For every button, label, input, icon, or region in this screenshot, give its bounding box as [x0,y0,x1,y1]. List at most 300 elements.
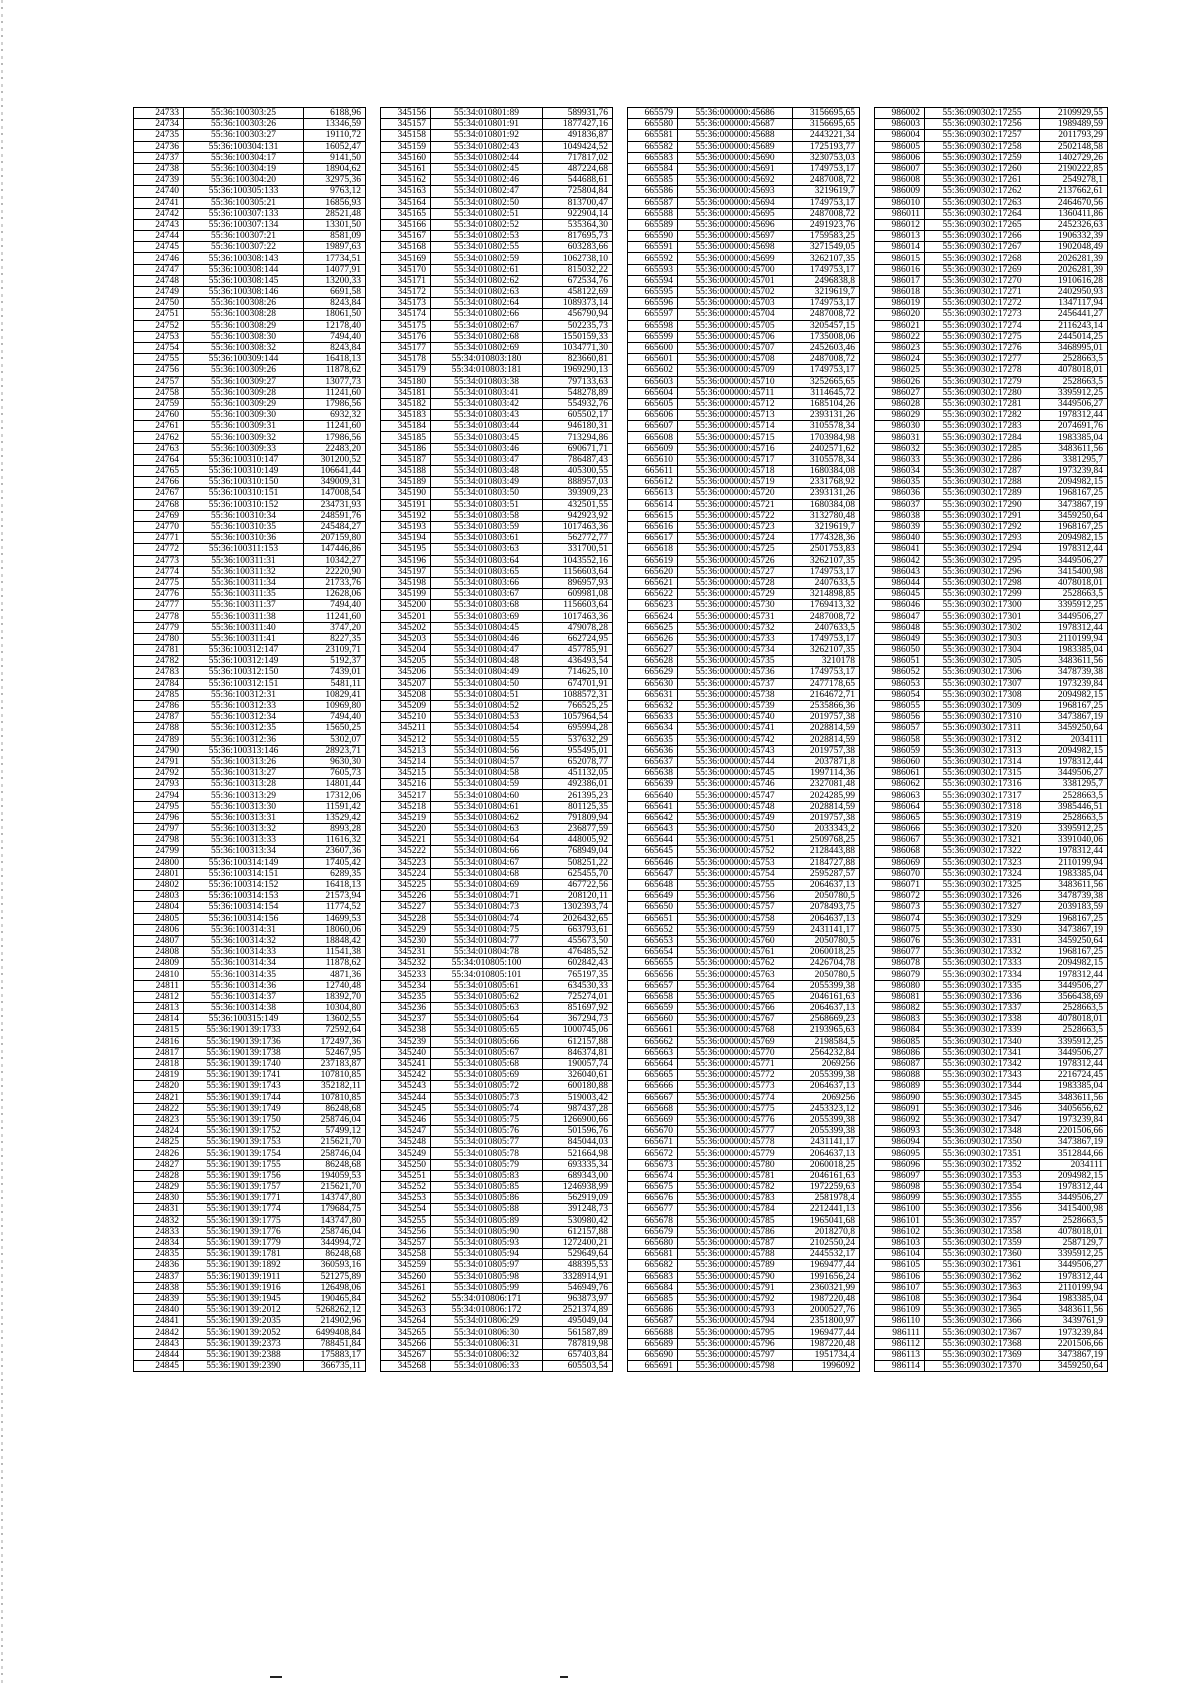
cadastral-value: 7439,01 [304,667,366,678]
table-row [875,421,1108,432]
row-number: 345187 [381,454,431,465]
cadastral-value: 1973239,84 [1040,678,1108,689]
row-number: 665645 [628,846,678,857]
row-number: 986040 [875,533,925,544]
cadastral-number: 55:36:090302:17295 [925,555,1040,566]
table-row [628,108,860,119]
row-number: 24809 [134,958,184,969]
cadastral-number: 55:36:100309:27 [184,376,304,387]
cadastral-value: 1680384,08 [793,499,860,510]
cadastral-number: 55:36:100314:33 [184,947,304,958]
cadastral-value: 548278,89 [543,387,613,398]
table-row [628,1025,860,1036]
cadastral-value: 17312,06 [304,790,366,801]
cadastral-value: 1360411,86 [1040,208,1108,219]
cadastral-number: 55:36:090302:17286 [925,454,1040,465]
row-number: 986008 [875,175,925,186]
table-row [875,1215,1108,1226]
cadastral-number: 55:36:000000:45694 [678,197,793,208]
row-number: 345215 [381,768,431,779]
cadastral-number: 55:36:090302:17357 [925,1215,1040,1226]
cadastral-number: 55:36:000000:45783 [678,1193,793,1204]
table-row [134,846,366,857]
table-row [628,119,860,130]
cadastral-number: 55:36:000000:45765 [678,991,793,1002]
row-number: 665687 [628,1316,678,1327]
table-row [134,577,366,588]
cadastral-number: 55:34:010805:75 [431,1114,543,1125]
row-number: 345177 [381,342,431,353]
cadastral-number: 55:36:190139:1911 [184,1271,304,1282]
table-row [134,354,366,365]
table-row [628,1204,860,1215]
cadastral-number: 55:36:090302:17311 [925,723,1040,734]
cadastral-value: 1968167,25 [1040,521,1108,532]
table-row [381,287,613,298]
row-number: 665661 [628,1025,678,1036]
cadastral-number: 55:36:100312:31 [184,689,304,700]
cadastral-value: 456790,94 [543,309,613,320]
cadastral-number: 55:36:000000:45732 [678,622,793,633]
row-number: 345180 [381,376,431,387]
row-number: 665666 [628,1081,678,1092]
cadastral-value: 6188,96 [304,108,366,119]
cadastral-number: 55:36:090302:17359 [925,1237,1040,1248]
table-row [875,365,1108,376]
table-row [381,242,613,253]
cadastral-number: 55:36:090302:17324 [925,868,1040,879]
cadastral-value: 208120,11 [543,891,613,902]
row-number: 986019 [875,298,925,309]
cadastral-number: 55:34:010803:41 [431,387,543,398]
cadastral-value: 1968167,25 [1040,488,1108,499]
table-row [875,600,1108,611]
row-number: 986080 [875,980,925,991]
cadastral-number: 55:36:100314:34 [184,958,304,969]
table-row [875,1036,1108,1047]
cadastral-number: 55:36:100311:38 [184,611,304,622]
cadastral-number: 55:34:010805:62 [431,991,543,1002]
table-row [381,958,613,969]
cadastral-value: 823660,81 [543,354,613,365]
row-number: 665685 [628,1293,678,1304]
table-row [875,891,1108,902]
cadastral-number: 55:36:190139:1741 [184,1070,304,1081]
cadastral-value: 11591,42 [304,801,366,812]
cadastral-number: 55:34:010805:100 [431,958,543,969]
cadastral-value: 2487008,72 [793,175,860,186]
cadastral-value: 3156695,65 [793,119,860,130]
row-number: 665648 [628,879,678,890]
cadastral-value: 695994,28 [543,723,613,734]
cadastral-number: 55:34:010805:94 [431,1249,543,1260]
cadastral-number: 55:36:090302:17345 [925,1092,1040,1103]
table-row [875,768,1108,779]
row-number: 24774 [134,566,184,577]
row-number: 345210 [381,712,431,723]
row-number: 345220 [381,824,431,835]
table-row [628,924,860,935]
table-row [381,947,613,958]
table-row [875,1249,1108,1260]
cadastral-value: 72592,64 [304,1025,366,1036]
table-row [134,712,366,723]
cadastral-number: 55:36:090302:17269 [925,264,1040,275]
cadastral-value: 13346,59 [304,119,366,130]
table-row [628,1036,860,1047]
table-row [628,846,860,857]
cadastral-value: 258746,04 [304,1114,366,1125]
cadastral-number: 55:34:010804:75 [431,924,543,935]
cadastral-value: 1749753,17 [793,365,860,376]
row-number: 345196 [381,555,431,566]
cadastral-value: 690671,71 [543,443,613,454]
cadastral-value: 508251,22 [543,857,613,868]
row-number: 986057 [875,723,925,734]
cadastral-number: 55:36:000000:45696 [678,219,793,230]
row-number: 665627 [628,645,678,656]
cadastral-number: 55:36:190139:1756 [184,1170,304,1181]
table-row [628,410,860,421]
cadastral-value: 10304,80 [304,1003,366,1014]
table-row [628,477,860,488]
cadastral-number: 55:34:010805:90 [431,1226,543,1237]
table-row [628,1349,860,1360]
cadastral-value: 1017463,36 [543,521,613,532]
row-number: 345227 [381,902,431,913]
cadastral-number: 55:36:100304:17 [184,152,304,163]
table-row [134,1025,366,1036]
cadastral-number: 55:34:010806:172 [431,1305,543,1316]
cadastral-number: 55:36:000000:45686 [678,108,793,119]
table-row [381,264,613,275]
cadastral-value: 360593,16 [304,1260,366,1271]
row-number: 986011 [875,208,925,219]
cadastral-number: 55:36:000000:45750 [678,824,793,835]
cadastral-number: 55:36:090302:17310 [925,712,1040,723]
table-row [381,846,613,857]
cadastral-number: 55:36:190139:1753 [184,1137,304,1148]
row-number: 665619 [628,555,678,566]
cadastral-number: 55:36:090302:17321 [925,835,1040,846]
cadastral-number: 55:36:090302:17283 [925,421,1040,432]
cadastral-value: 652078,77 [543,756,613,767]
table-row [875,667,1108,678]
cadastral-value: 12628,06 [304,589,366,600]
table-row [134,443,366,454]
row-number: 986106 [875,1271,925,1282]
cadastral-number: 55:34:010804:56 [431,745,543,756]
row-number: 986093 [875,1126,925,1137]
row-number: 24819 [134,1070,184,1081]
cadastral-number: 55:36:000000:45753 [678,857,793,868]
cadastral-value: 331700,51 [543,544,613,555]
cadastral-value: 1749753,17 [793,298,860,309]
table-row [134,700,366,711]
cadastral-value: 3459250,64 [1040,1361,1108,1372]
cadastral-number: 55:36:000000:45703 [678,298,793,309]
cadastral-number: 55:36:000000:45748 [678,801,793,812]
cadastral-value: 2064637,13 [793,879,860,890]
cadastral-number: 55:36:000000:45719 [678,477,793,488]
table-row [875,1305,1108,1316]
cadastral-value: 245484,27 [304,521,366,532]
cadastral-number: 55:36:190139:1781 [184,1249,304,1260]
table-row [134,1271,366,1282]
table-row [381,1047,613,1058]
cadastral-value: 3449506,27 [1040,555,1108,566]
cadastral-number: 55:36:000000:45688 [678,130,793,141]
cadastral-number: 55:36:090302:17284 [925,432,1040,443]
cadastral-value: 561587,89 [543,1327,613,1338]
cadastral-value: 2050780,5 [793,969,860,980]
table-row [134,376,366,387]
table-row [381,163,613,174]
cadastral-value: 8993,28 [304,824,366,835]
table-row [875,857,1108,868]
cadastral-value: 2216724,45 [1040,1070,1108,1081]
cadastral-value: 16052,47 [304,141,366,152]
cadastral-value: 3473867,19 [1040,712,1108,723]
table-row [628,1271,860,1282]
cadastral-number: 55:36:000000:45702 [678,287,793,298]
cadastral-number: 55:34:010803:61 [431,533,543,544]
cadastral-value: 3205457,15 [793,320,860,331]
row-number: 665635 [628,734,678,745]
cadastral-value: 689343,00 [543,1170,613,1181]
cadastral-value: 18061,50 [304,309,366,320]
row-number: 345192 [381,510,431,521]
cadastral-value: 349009,31 [304,477,366,488]
row-number: 986101 [875,1215,925,1226]
row-number: 986112 [875,1338,925,1349]
cadastral-number: 55:36:000000:45747 [678,790,793,801]
table-row [381,1159,613,1170]
cadastral-number: 55:36:000000:45734 [678,645,793,656]
row-number: 345229 [381,924,431,935]
table-row [134,980,366,991]
cadastral-value: 9141,50 [304,152,366,163]
row-number: 345205 [381,656,431,667]
cadastral-value: 2078493,75 [793,902,860,913]
cadastral-value: 625455,70 [543,868,613,879]
row-number: 665631 [628,689,678,700]
cadastral-number: 55:36:000000:45796 [678,1338,793,1349]
table-row [381,398,613,409]
cadastral-number: 55:36:090302:17326 [925,891,1040,902]
row-number: 665611 [628,466,678,477]
cadastral-number: 55:36:000000:45713 [678,410,793,421]
row-number: 986036 [875,488,925,499]
table-row [875,342,1108,353]
cadastral-number: 55:36:100310:147 [184,454,304,465]
table-row [134,208,366,219]
row-number: 24838 [134,1282,184,1293]
row-number: 665613 [628,488,678,499]
row-number: 24746 [134,253,184,264]
cadastral-number: 55:36:000000:45695 [678,208,793,219]
row-number: 986102 [875,1226,925,1237]
table-row [628,712,860,723]
row-number: 24805 [134,913,184,924]
row-number: 345222 [381,846,431,857]
row-number: 986095 [875,1148,925,1159]
cadastral-value: 942923,92 [543,510,613,521]
row-number: 986010 [875,197,925,208]
row-number: 345258 [381,1249,431,1260]
cadastral-number: 55:36:090302:17314 [925,756,1040,767]
cadastral-value: 3219619,7 [793,521,860,532]
table-row [381,1036,613,1047]
table-row [134,387,366,398]
row-number: 665604 [628,387,678,398]
row-number: 24796 [134,812,184,823]
table-row [381,891,613,902]
cadastral-value: 725274,01 [543,991,613,1002]
table-row [381,1003,613,1014]
cadastral-value: 476485,52 [543,947,613,958]
cadastral-value: 674701,91 [543,678,613,689]
cadastral-value: 367294,73 [543,1014,613,1025]
cadastral-value: 11774,52 [304,902,366,913]
table-row [875,354,1108,365]
cadastral-number: 55:36:000000:45781 [678,1170,793,1181]
row-number: 24814 [134,1014,184,1025]
row-number: 986090 [875,1092,925,1103]
cadastral-value: 845044,03 [543,1137,613,1148]
table-row [875,264,1108,275]
cadastral-number: 55:36:090302:17362 [925,1271,1040,1282]
table-row [381,935,613,946]
row-number: 986105 [875,1260,925,1271]
cadastral-value: 2028814,59 [793,734,860,745]
cadastral-value: 2393131,26 [793,410,860,421]
cadastral-number: 55:34:010803:49 [431,477,543,488]
cadastral-number: 55:36:000000:45721 [678,499,793,510]
table-row [628,868,860,879]
cadastral-number: 55:36:100313:31 [184,812,304,823]
cadastral-value: 1983385,04 [1040,1293,1108,1304]
cadastral-value: 3105578,34 [793,454,860,465]
table-row [628,824,860,835]
row-number: 345260 [381,1271,431,1282]
cadastral-number: 55:36:000000:45711 [678,387,793,398]
row-number: 986017 [875,275,925,286]
cadastral-value: 815032,22 [543,264,613,275]
cadastral-value: 16418,13 [304,354,366,365]
table-row [875,1070,1108,1081]
row-number: 986025 [875,365,925,376]
table-row [628,163,860,174]
table-row [628,130,860,141]
table-row [134,533,366,544]
row-number: 665596 [628,298,678,309]
cadastral-value: 2452326,63 [1040,219,1108,230]
table-row [381,354,613,365]
cadastral-number: 55:36:090302:17332 [925,947,1040,958]
cadastral-value: 190465,84 [304,1293,366,1304]
table-row [381,1014,613,1025]
table-row [381,1237,613,1248]
table-row [134,958,366,969]
cadastral-value: 2568669,23 [793,1014,860,1025]
table-row [628,253,860,264]
table-row [381,1170,613,1181]
table-row [628,398,860,409]
table-row [628,175,860,186]
cadastral-number: 55:36:190139:1754 [184,1148,304,1159]
table-row [134,1047,366,1058]
row-number: 24843 [134,1338,184,1349]
cadastral-value: 2109929,55 [1040,108,1108,119]
row-number: 24836 [134,1260,184,1271]
table-row [381,589,613,600]
row-number: 345181 [381,387,431,398]
row-number: 24806 [134,924,184,935]
cadastral-value: 2102550,24 [793,1237,860,1248]
table-row [875,410,1108,421]
row-number: 986016 [875,264,925,275]
cadastral-number: 55:36:090302:17294 [925,544,1040,555]
row-number: 345238 [381,1025,431,1036]
cadastral-value: 3473867,19 [1040,499,1108,510]
cadastral-number: 55:36:100311:35 [184,589,304,600]
cadastral-number: 55:34:010805:73 [431,1092,543,1103]
cadastral-number: 55:34:010802:69 [431,342,543,353]
cadastral-value: 1973239,84 [1040,466,1108,477]
row-number: 345202 [381,622,431,633]
cadastral-number: 55:34:010802:67 [431,320,543,331]
row-number: 24845 [134,1361,184,1372]
cadastral-number: 55:36:000000:45735 [678,656,793,667]
cadastral-value: 2019757,38 [793,712,860,723]
table-row [381,835,613,846]
row-number: 24827 [134,1159,184,1170]
cadastral-value: 143747,80 [304,1193,366,1204]
row-number: 986091 [875,1103,925,1114]
table-row [628,141,860,152]
row-number: 24769 [134,510,184,521]
table-row [134,421,366,432]
row-number: 345163 [381,186,431,197]
row-number: 986111 [875,1327,925,1338]
cadastral-number: 55:36:100310:36 [184,533,304,544]
table-row [134,868,366,879]
cadastral-number: 55:36:000000:45772 [678,1070,793,1081]
cadastral-number: 55:36:100309:26 [184,365,304,376]
cadastral-value: 1983385,04 [1040,432,1108,443]
table-row [134,756,366,767]
row-number: 345188 [381,466,431,477]
row-number: 665614 [628,499,678,510]
cadastral-number: 55:36:090302:17259 [925,152,1040,163]
table-row [134,991,366,1002]
table-row [628,219,860,230]
table-row [134,1058,366,1069]
row-number: 345193 [381,521,431,532]
table-row [875,712,1108,723]
row-number: 986029 [875,410,925,421]
table-row [875,1114,1108,1125]
cadastral-number: 55:36:000000:45766 [678,1003,793,1014]
cadastral-value: 2074691,76 [1040,421,1108,432]
cadastral-value: 2331768,92 [793,477,860,488]
row-number: 665630 [628,678,678,689]
row-number: 986074 [875,913,925,924]
row-number: 24781 [134,645,184,656]
cadastral-value: 3483611,56 [1040,879,1108,890]
cadastral-number: 55:36:190139:1749 [184,1103,304,1114]
